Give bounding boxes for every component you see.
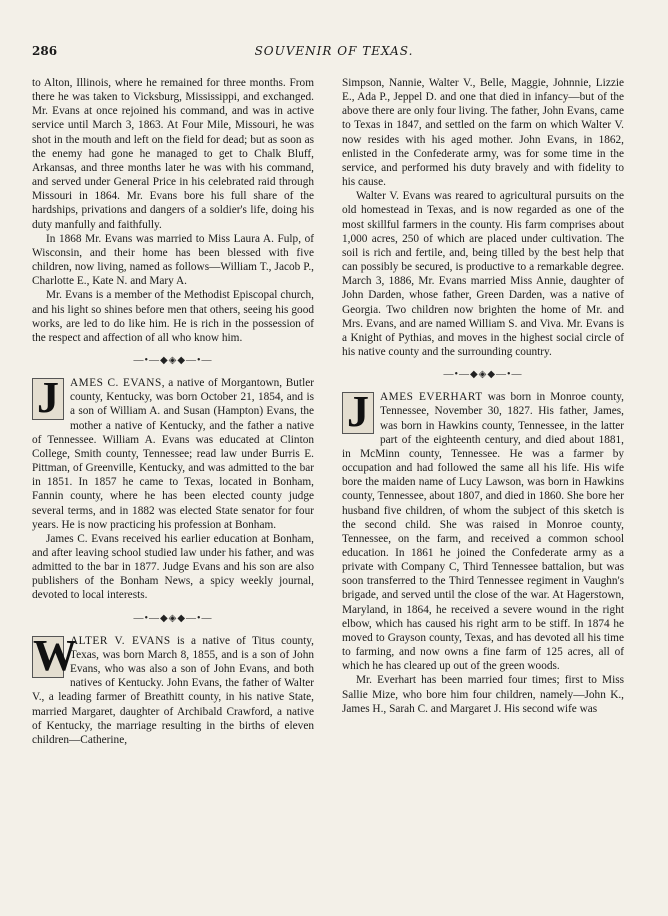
- running-title: SOUVENIR OF TEXAS.: [254, 44, 414, 58]
- page-number: 286: [32, 44, 58, 58]
- page-header: [30, 44, 638, 64]
- biography-james-everhart: [342, 387, 624, 716]
- paragraph: to Alton, Illinois, where he remained for three months. From there he was taken to Vicksburg, Mississippi, and exchanged. Mr. Evans at once rejoined his command, and was in active service until March 3, 1863. At Four Mile, Missouri, he was shot in the mouth and left on the field for dead; but as soon as the enemy had gone he managed to get to Chalk Bluff, Arkansas, and three months later he was with his command, and served under General Price in his celebrated raid through Missouri in 1864. Mr. Evans bore his full share of the hardships, privations and dangers of a soldier's life, doing his duty manfully and faithfully.: [32, 77, 314, 231]
- paragraph: Simpson, Nannie, Walter V., Belle, Maggie, Johnnie, Lizzie E., Ada P., Jeppel D. and one that died in infancy—but of the above there are only four living. The father, John Evans, came to Texas in 1847, and settled on the farm on which Walter V. now resides with his aged mother. John Evans, in 1862, enlisted in the Confederate army, was for some time in the service, and performed his duty bravely and with fidelity to his cause.: [342, 77, 624, 189]
- paragraph: In 1868 Mr. Evans was married to Miss Laura A. Fulp, of Wisconsin, and their home has been blessed with five children, now living, named as follows—William T., Jacob P., Charlotte E., Kate N. and Mary A.: [32, 232, 314, 288]
- drop-cap: J: [32, 378, 64, 420]
- paragraph: James C. Evans received his earlier education at Bonham, and after leaving school studied law under his father, and was admitted to the bar in 1877. Judge Evans and his son are also publishers of the Bonham News, a spicy weekly journal, devoted to local interests.: [32, 532, 314, 602]
- lead-text: was born in Monroe county, Tennessee, November 30, 1827. His father, James, was born in Hawkins county, Tennessee, in the latter part of the eighteenth century, and died about 1881, in McMinn county, Tennessee. He was a farmer by occupation and had followed the same all his life. His wife bore the maiden name of Lucy Lawson, was born in Hawkins county, Tennessee, about 1807, and died in 1860. She bore her husband five children, of whom the subject of this sketch is the second child. She was raised in Monroe county, Tennessee, on the farm, and received a common school education. In 1861 he joined the Confederate army as a private with Company C, Third Tennessee battalion, but was soon transferred to the Third Tennessee regiment in Vaughn's brigade, and served until the close of the war. At Hagerstown, Maryland, in 1864, he received a severe wound in the right elbow, which has caused his right arm to be stiff. In 1874 he moved to Grayson county, Texas, and has devoted all his time to farming, and now owns a fine farm of 125 acres, all of which he has cleared up out of the green woods.: [342, 391, 624, 673]
- drop-cap: W: [33, 630, 77, 680]
- biography-lead-paragraph: [32, 630, 314, 747]
- section-divider-ornament: —•—◆◈◆—•—: [133, 612, 213, 624]
- left-column: [32, 76, 314, 747]
- subject-name: AMES C. EVANS: [70, 377, 162, 390]
- paragraph: Walter V. Evans was reared to agricultural pursuits on the old homestead in Texas, and is now regarded as one of the most skillful farmers in the county. His farm comprises about 1,000 acres, 250 of which are placed under cultivation. The soil is rich and fertile, and, being tilled by the best help that can possibly be secured, is productive to a remarkable degree. March 3, 1886, Mr. Evans married Miss Annie, daughter of John Darden, whose father, Green Darden, was a native of Georgia. Two children now brighten the home of Mr. and Mrs. Evans, and are named William S. and Viva. Mr. Evans is a Knight of Pythias, and moves in the highest social circle of his native county and the surrounding country.: [342, 190, 624, 358]
- paragraph: Mr. Evans is a member of the Methodist Episcopal church, and his light so shines before men that others, seeing his good works, are led to do like him. He is rich in the possession of the respect and affection of all who know him.: [32, 289, 314, 344]
- drop-cap: J: [342, 392, 374, 434]
- biography-james-c-evans: [32, 373, 314, 603]
- right-column: [342, 76, 624, 716]
- subject-name: AMES EVERHART: [380, 391, 483, 404]
- section-divider-ornament: —•—◆◈◆—•—: [443, 369, 523, 381]
- biography-lead-paragraph: [342, 390, 624, 673]
- biography-walter-v-evans: [32, 630, 314, 747]
- lead-text: , a native of Morgantown, Butler county, Kentucky, was born October 21, 1854, and is a son of William A. and Susan (Hampton) Evans, the mother a native of Kentucky, and the father a native of Tennessee. William A. Evans was educated at Clinton College, Smith county, Tennessee; read law under Burris E. Pittman, of Greenville, Kentucky, and was admitted to the bar in 1851. In 1857 he came to Texas, located in Bonham, Fannin county, where he has been elected county judge several terms, and in 1882 was elected State senator for four years. He is now practicing his profession at Bonham.: [32, 377, 314, 531]
- biography-lead-paragraph: [32, 376, 314, 532]
- subject-name: ALTER V. EVANS: [70, 634, 171, 647]
- section-divider-ornament: —•—◆◈◆—•—: [133, 354, 213, 366]
- paragraph: Mr. Everhart has been married four times; first to Miss Sallie Mize, who bore him four children, namely—John K., James H., Sarah C. and Margaret J. His second wife was: [342, 674, 624, 715]
- lead-text: is a native of Titus county, Texas, was born March 8, 1855, and is a son of John Evans, who was also a son of John Evans, and both natives of Kentucky. John Evans, the father of Walter V., a leading farmer of Breathitt county, in his native State, married Margaret, daughter of Archibald Crawford, a native of Kentucky, the marriage resulting in the births of eleven children—Catherine,: [32, 634, 314, 746]
